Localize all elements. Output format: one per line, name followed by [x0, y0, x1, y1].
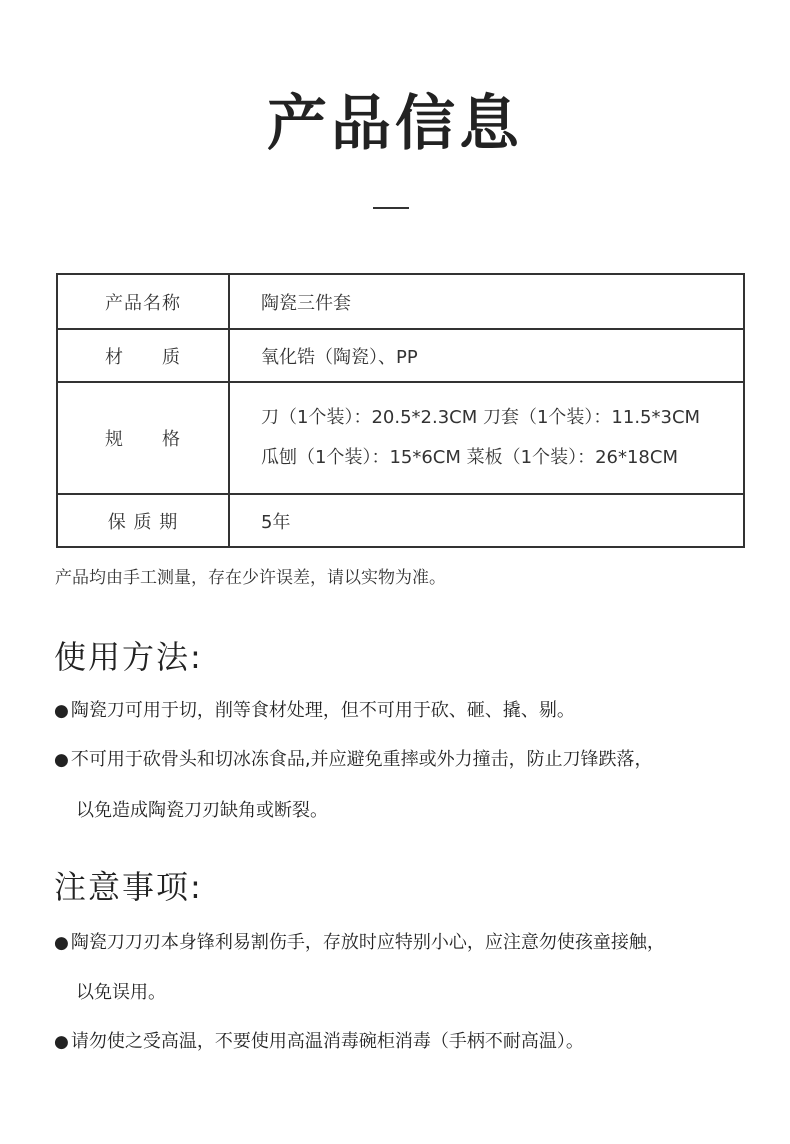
caution-item-1-text: 陶瓷刀刀刃本身锋利易割伤手，存放时应特别小心，应注意勿使孩童接触，: [70, 932, 665, 953]
spec-line-1: 刀（1个装）：20.5*2.3CM 刀套（1个装）：11.5*3CM: [261, 407, 701, 428]
measurement-note: 产品均由手工测量，存在少许误差，请以实物为准。: [55, 568, 446, 588]
bullet-icon: ●: [54, 701, 69, 721]
table-row: [57, 274, 744, 329]
caution-item-1: [54, 928, 665, 954]
bullet-icon: ●: [54, 1032, 69, 1052]
spec-line-2: 瓜刨（1个装）：15*6CM 菜板（1个装）：26*18CM: [261, 447, 678, 468]
row-value-name: 陶瓷三件套: [229, 274, 744, 329]
usage-item-2-continued: 以免造成陶瓷刀刃缺角或断裂。: [76, 800, 328, 821]
row-value-spec: [229, 382, 744, 494]
row-label-shelf-life: 保 质 期: [57, 494, 229, 547]
row-label-material: 材 质: [57, 329, 229, 382]
title-divider: [373, 207, 409, 209]
usage-item-2-text: 不可用于砍骨头和切冰冻食品,并应避免重摔或外力撞击，防止刀锋跌落，: [70, 749, 653, 770]
table-row: [57, 382, 744, 494]
page-title: 产品信息: [267, 89, 523, 159]
caution-item-2-text: 请勿使之受高温，不要使用高温消毒碗柜消毒（手柄不耐高温）。: [70, 1031, 584, 1052]
bullet-icon: ●: [54, 750, 69, 770]
caution-item-2: [54, 1027, 584, 1053]
product-info-table: [56, 273, 745, 548]
table-row: [57, 329, 744, 382]
table-row: [57, 494, 744, 547]
bullet-icon: ●: [54, 933, 69, 953]
row-value-material: 氧化锆（陶瓷）、PP: [229, 329, 744, 382]
usage-item-2: [54, 745, 653, 771]
caution-item-1-continued: 以免误用。: [76, 982, 166, 1003]
caution-heading: 注意事项:: [54, 868, 203, 906]
usage-item-1-text: 陶瓷刀可用于切，削等食材处理，但不可用于砍、砸、撬、剔。: [70, 700, 575, 721]
usage-item-1: [54, 696, 575, 722]
row-label-name: 产品名称: [57, 274, 229, 329]
usage-heading: 使用方法:: [54, 638, 203, 676]
row-label-spec: 规 格: [57, 382, 229, 494]
row-value-shelf-life: 5年: [229, 494, 744, 547]
